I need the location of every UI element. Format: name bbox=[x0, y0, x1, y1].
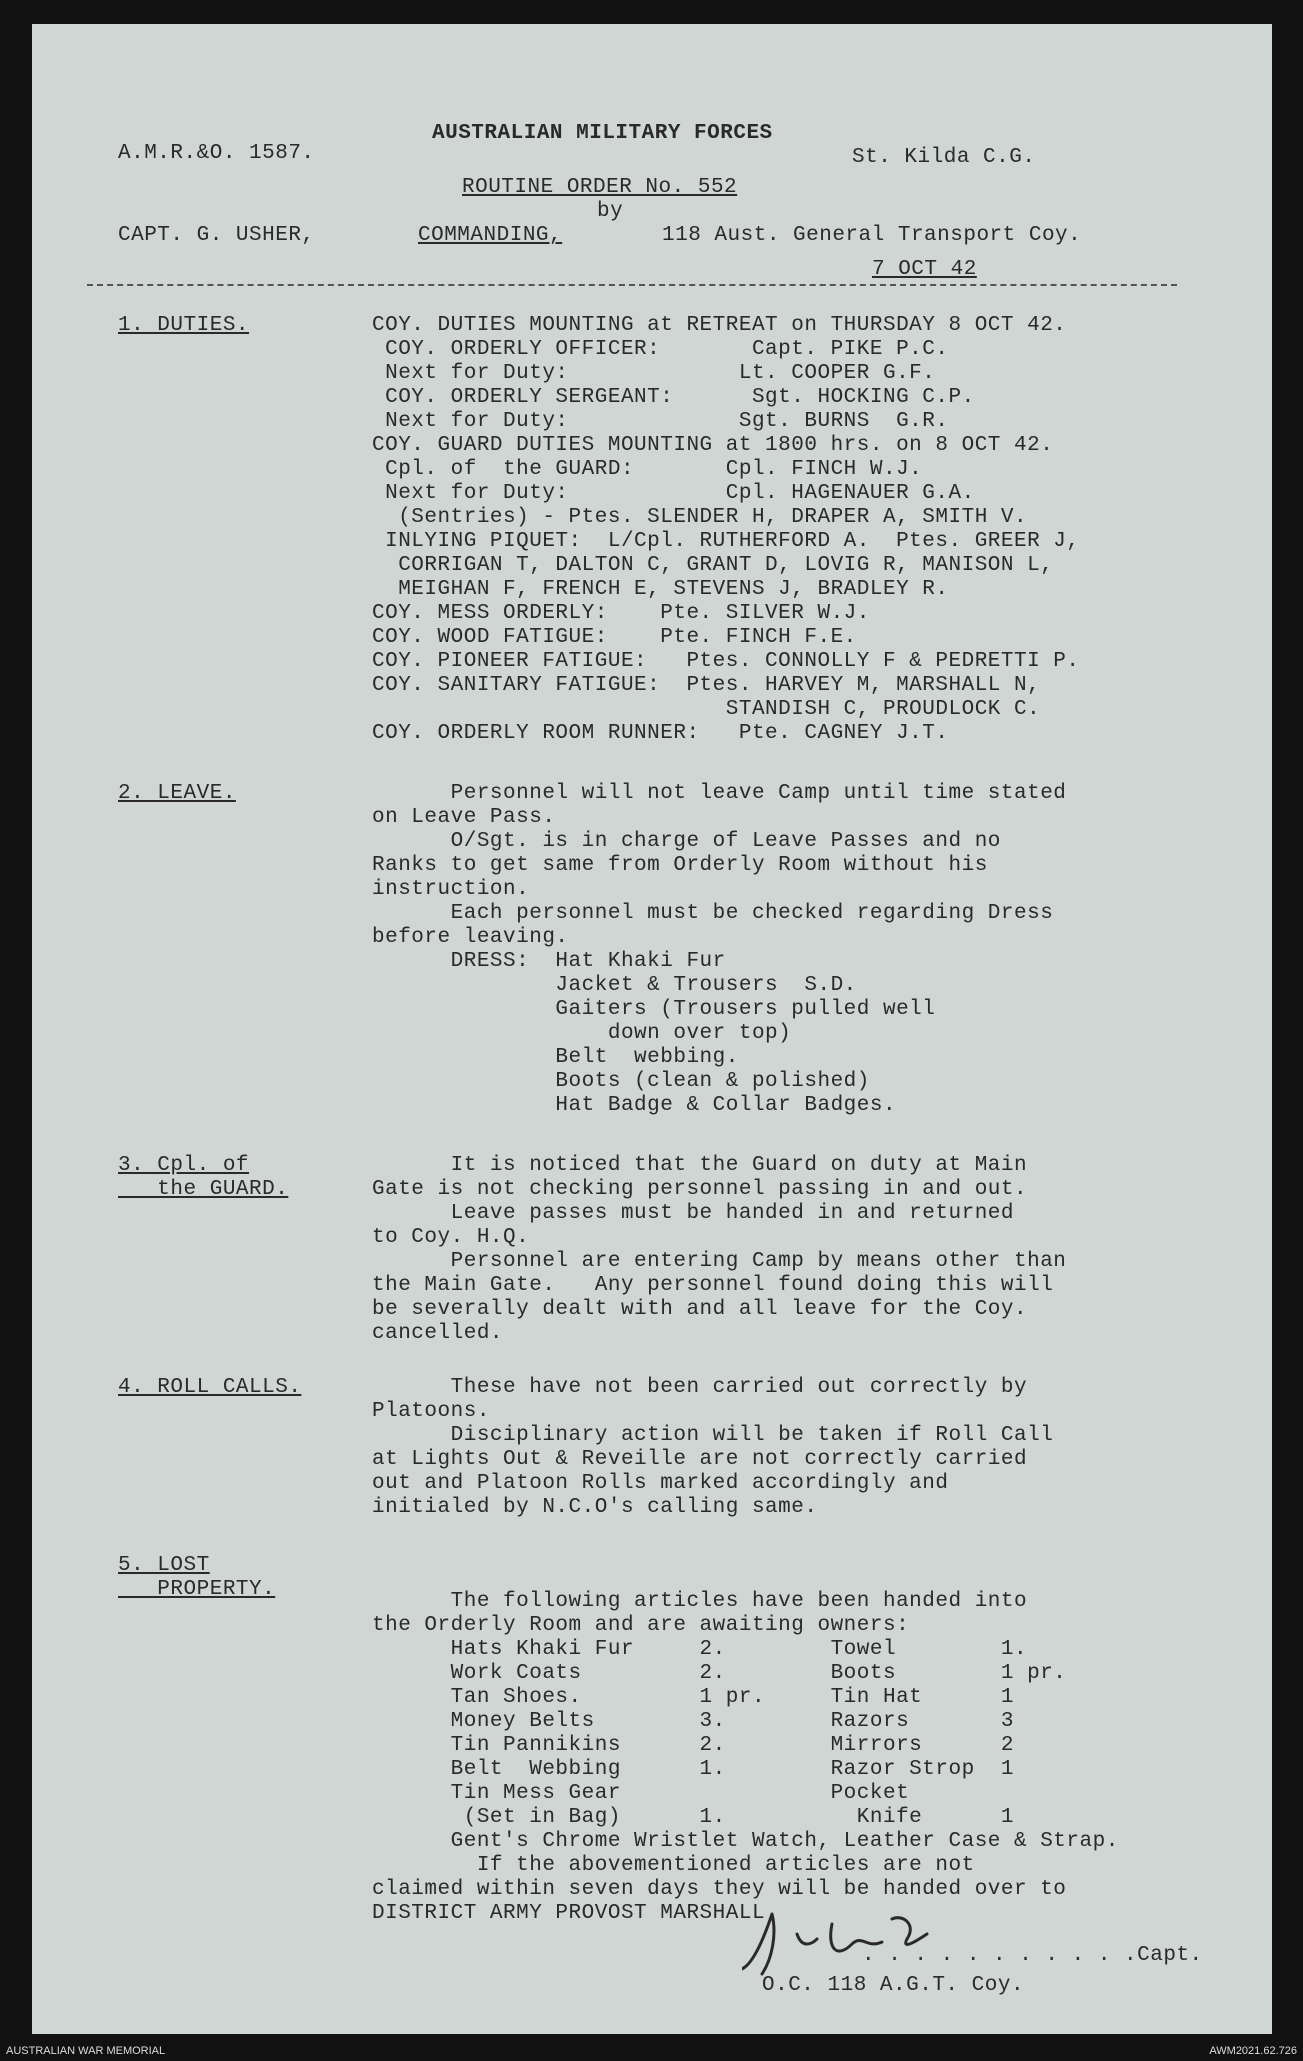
signature-line: . . . . . . . . . . .Capt. bbox=[862, 1944, 1203, 1967]
org-title: AUSTRALIAN MILITARY FORCES bbox=[432, 122, 773, 145]
leave-line: Jacket & Trousers S.D. bbox=[372, 974, 857, 997]
order-date: 7 OCT 42 bbox=[872, 258, 977, 281]
lost-line: claimed within seven days they will be handed over to bbox=[372, 1878, 1067, 1901]
duties-body bbox=[372, 314, 1080, 746]
duties-line: COY. PIONEER FATIGUE: Ptes. CONNOLLY F & PEDRETTI P. bbox=[372, 650, 1080, 673]
duties-line: COY. ORDERLY ROOM RUNNER: Pte. CAGNEY J.T. bbox=[372, 722, 949, 745]
lost-line: the Orderly Room and are awaiting owners: bbox=[372, 1614, 910, 1637]
lost-line: DISTRICT ARMY PROVOST MARSHALL. bbox=[372, 1902, 779, 1925]
lost-line: Tin Mess Gear Pocket bbox=[372, 1782, 910, 1805]
leave-line: O/Sgt. is in charge of Leave Passes and no bbox=[372, 830, 1001, 853]
document-page bbox=[32, 24, 1272, 2034]
leave-line: Gaiters (Trousers pulled well bbox=[372, 998, 936, 1021]
order-title: ROUTINE ORDER No. 552 bbox=[462, 176, 738, 199]
leave-line: Personnel will not leave Camp until time stated bbox=[372, 782, 1067, 805]
leave-line: down over top) bbox=[372, 1022, 792, 1045]
lost-line: The following articles have been handed into bbox=[372, 1590, 1028, 1613]
header-divider bbox=[87, 284, 1177, 286]
guard-line: It is noticed that the Guard on duty at Main bbox=[372, 1154, 1028, 1177]
guard-line: the Main Gate. Any personnel found doing this will bbox=[372, 1274, 1054, 1297]
ref-number: A.M.R.&O. 1587. bbox=[118, 142, 315, 165]
duties-line: COY. SANITARY FATIGUE: Ptes. HARVEY M, MARSHALL N, bbox=[372, 674, 1041, 697]
roll-line: initialed by N.C.O's calling same. bbox=[372, 1496, 818, 1519]
lost-line: Tan Shoes. 1 pr. Tin Hat 1 bbox=[372, 1686, 1015, 1709]
leave-line: Boots (clean & polished) bbox=[372, 1070, 870, 1093]
officer-name: CAPT. G. USHER, bbox=[118, 224, 315, 247]
duties-line: COY. GUARD DUTIES MOUNTING at 1800 hrs. on 8 OCT 42. bbox=[372, 434, 1054, 457]
section-roll-heading: 4. ROLL CALLS. bbox=[118, 1376, 302, 1399]
section-lost-heading-2: PROPERTY. bbox=[118, 1578, 276, 1601]
guard-body bbox=[372, 1154, 1066, 1346]
guard-line: Gate is not checking personnel passing in and out. bbox=[372, 1178, 1028, 1201]
leave-line: Hat Badge & Collar Badges. bbox=[372, 1094, 897, 1117]
duties-line: COY. ORDERLY OFFICER: Capt. PIKE P.C. bbox=[372, 338, 949, 361]
guard-line: be severally dealt with and all leave for the Coy. bbox=[372, 1298, 1028, 1321]
duties-line: Next for Duty: Sgt. BURNS G.R. bbox=[372, 410, 949, 433]
guard-line: cancelled. bbox=[372, 1322, 504, 1345]
leave-line: DRESS: Hat Khaki Fur bbox=[372, 950, 726, 973]
duties-line: STANDISH C, PROUDLOCK C. bbox=[372, 698, 1041, 721]
lost-line: Gent's Chrome Wristlet Watch, Leather Case & Strap. bbox=[372, 1830, 1119, 1853]
guard-line: Leave passes must be handed in and returned bbox=[372, 1202, 1015, 1225]
lost-line: Belt Webbing 1. Razor Strop 1 bbox=[372, 1758, 1015, 1781]
roll-line: at Lights Out & Reveille are not correctly carried bbox=[372, 1448, 1028, 1471]
roll-line: These have not been carried out correctly by bbox=[372, 1376, 1028, 1399]
duties-line: INLYING PIQUET: L/Cpl. RUTHERFORD A. Ptes. GREER J, bbox=[372, 530, 1080, 553]
section-duties-heading: 1. DUTIES. bbox=[118, 314, 250, 337]
guard-line: to Coy. H.Q. bbox=[372, 1226, 530, 1249]
duties-line: COY. ORDERLY SERGEANT: Sgt. HOCKING C.P. bbox=[372, 386, 975, 409]
leave-line: instruction. bbox=[372, 878, 530, 901]
lost-body bbox=[372, 1590, 1119, 1926]
leave-line: on Leave Pass. bbox=[372, 806, 556, 829]
lost-line: Hats Khaki Fur 2. Towel 1. bbox=[372, 1638, 1028, 1661]
section-leave-heading: 2. LEAVE. bbox=[118, 782, 236, 805]
section-lost-heading: 5. LOST bbox=[118, 1554, 210, 1577]
duties-line: (Sentries) - Ptes. SLENDER H, DRAPER A, SMITH V. bbox=[372, 506, 1028, 529]
roll-body bbox=[372, 1376, 1053, 1520]
footer-right: AWM2021.62.726 bbox=[1209, 2045, 1297, 2057]
duties-line: Cpl. of the GUARD: Cpl. FINCH W.J. bbox=[372, 458, 923, 481]
duties-line: COY. WOOD FATIGUE: Pte. FINCH F.E. bbox=[372, 626, 857, 649]
leave-body bbox=[372, 782, 1066, 1118]
duties-line: CORRIGAN T, DALTON C, GRANT D, LOVIG R, MANISON L, bbox=[372, 554, 1054, 577]
roll-line: out and Platoon Rolls marked accordingly and bbox=[372, 1472, 949, 1495]
unit-name: 118 Aust. General Transport Coy. bbox=[662, 224, 1082, 247]
roll-line: Disciplinary action will be taken if Roll Call bbox=[372, 1424, 1054, 1447]
duties-line: COY. DUTIES MOUNTING at RETREAT on THURSDAY 8 OCT 42. bbox=[372, 314, 1067, 337]
roll-line: Platoons. bbox=[372, 1400, 490, 1423]
duties-line: MEIGHAN F, FRENCH E, STEVENS J, BRADLEY R. bbox=[372, 578, 949, 601]
guard-line: Personnel are entering Camp by means other than bbox=[372, 1250, 1067, 1273]
location: St. Kilda C.G. bbox=[852, 146, 1036, 169]
by-text: by bbox=[597, 200, 624, 223]
duties-line: COY. MESS ORDERLY: Pte. SILVER W.J. bbox=[372, 602, 870, 625]
lost-line: (Set in Bag) 1. Knife 1 bbox=[372, 1806, 1015, 1829]
leave-line: Ranks to get same from Orderly Room without his bbox=[372, 854, 988, 877]
lost-line: If the abovementioned articles are not bbox=[372, 1854, 975, 1877]
commanding-label: COMMANDING, bbox=[418, 224, 563, 247]
lost-line: Work Coats 2. Boots 1 pr. bbox=[372, 1662, 1067, 1685]
lost-line: Money Belts 3. Razors 3 bbox=[372, 1710, 1015, 1733]
duties-line: Next for Duty: Cpl. HAGENAUER G.A. bbox=[372, 482, 975, 505]
leave-line: Belt webbing. bbox=[372, 1046, 739, 1069]
leave-line: before leaving. bbox=[372, 926, 569, 949]
section-guard-heading-2: the GUARD. bbox=[118, 1178, 289, 1201]
footer-left: AUSTRALIAN WAR MEMORIAL bbox=[6, 2045, 166, 2057]
lost-line: Tin Pannikins 2. Mirrors 2 bbox=[372, 1734, 1015, 1757]
duties-line: Next for Duty: Lt. COOPER G.F. bbox=[372, 362, 936, 385]
signature-title: O.C. 118 A.G.T. Coy. bbox=[762, 1974, 1025, 1997]
leave-line: Each personnel must be checked regarding Dress bbox=[372, 902, 1054, 925]
section-guard-heading: 3. Cpl. of bbox=[118, 1154, 250, 1177]
